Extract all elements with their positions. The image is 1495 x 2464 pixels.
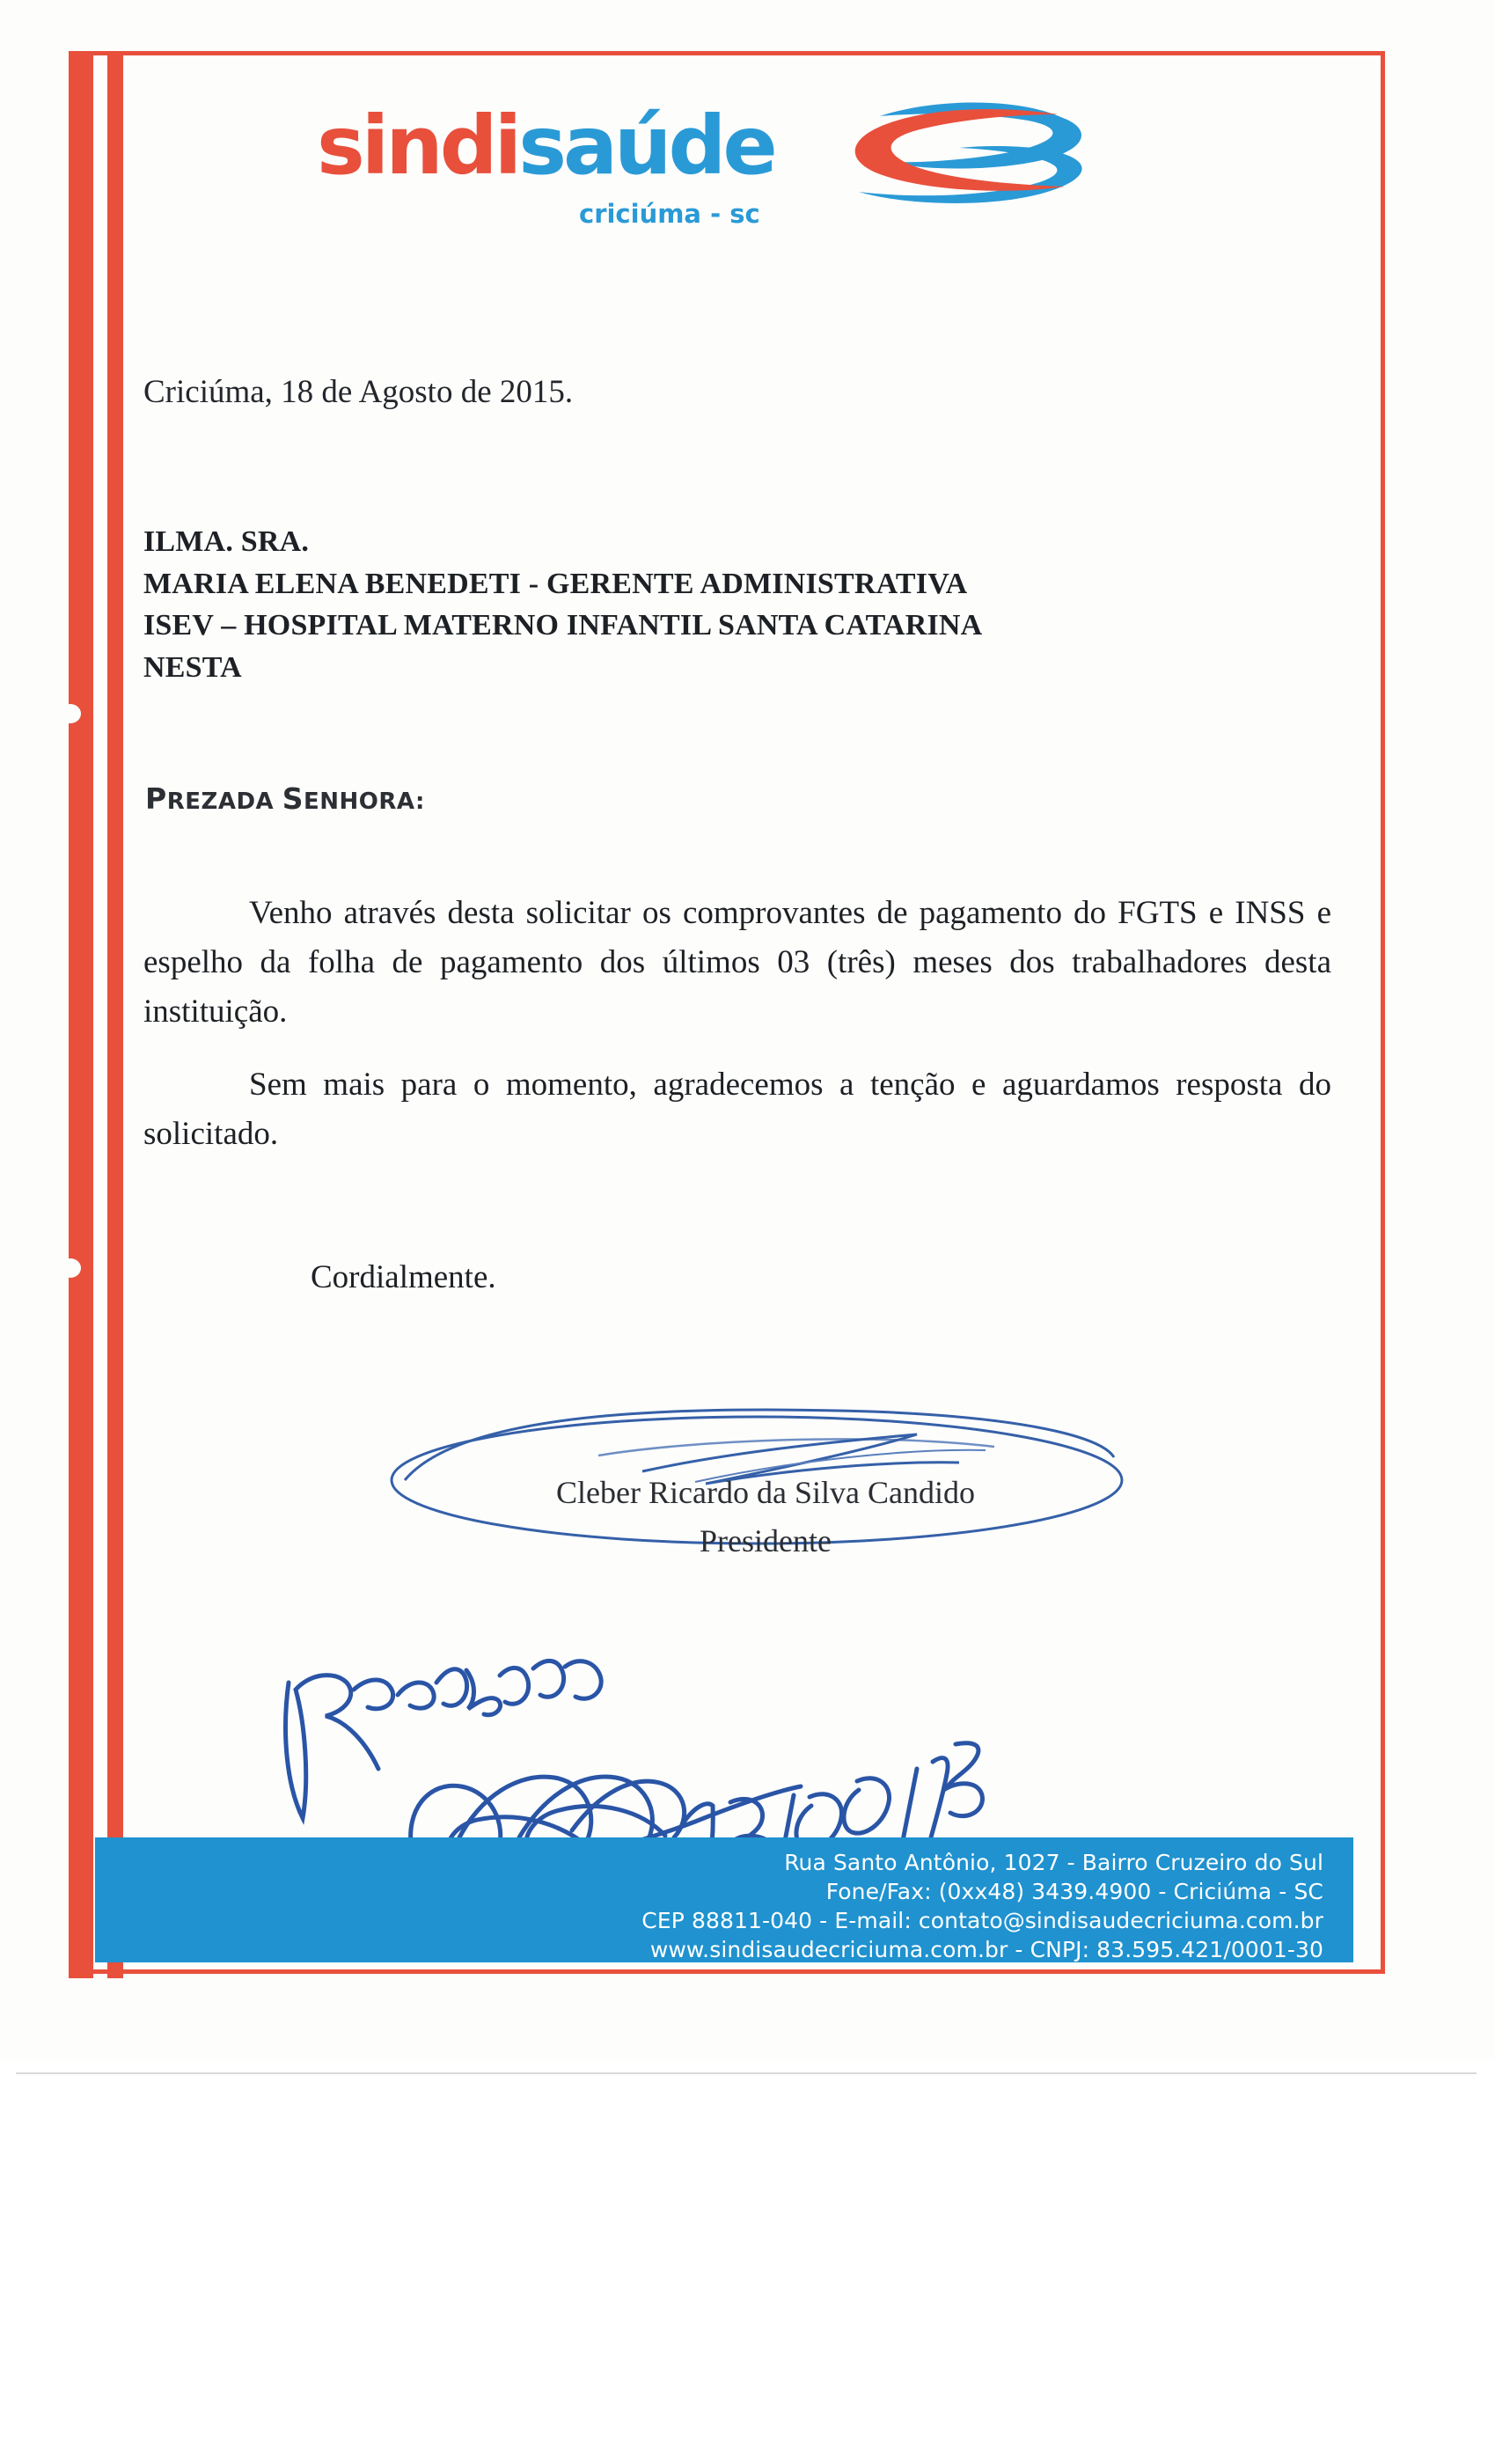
scan-edge-line <box>16 2072 1477 2074</box>
closing-line: Cordialmente. <box>311 1259 496 1295</box>
logo-wordmark <box>317 99 774 193</box>
salutation: PREZADA SENHORA: <box>145 781 425 816</box>
addressee-line-1: ILMA. SRA. <box>143 525 310 558</box>
footer-website-cnpj: www.sindisaudecriciuma.com.br - CNPJ: 83.595.421/0001-30 <box>649 1937 1323 1962</box>
body-paragraph-2-text: Sem mais para o momento, agradecemos a tenção e aguardamos resposta do solicitado. <box>143 1067 1331 1153</box>
addressee-line-4: NESTA <box>143 650 242 684</box>
scan-artifact-nick <box>60 1258 81 1278</box>
footer-cep-email: CEP 88811-040 - E-mail: contato@sindisaudecriciuma.com.br <box>641 1908 1323 1933</box>
addressee-line-3: ISEV – HOSPITAL MATERNO INFANTIL SANTA CATARINA <box>143 609 983 642</box>
footer-contact-lines <box>641 1848 1323 1964</box>
signature-name: Cleber Ricardo da Silva Candido <box>556 1475 975 1510</box>
page-margin-bottom <box>0 2059 1495 2464</box>
letterhead-left-bar-inner <box>107 51 123 1978</box>
logo-word-saude: saúde <box>518 99 774 193</box>
signature-role: Presidente <box>700 1523 832 1558</box>
signature-block <box>378 1399 1135 1575</box>
body-paragraph-2 <box>143 1060 1331 1159</box>
letterhead-left-bar-outer <box>69 51 93 1978</box>
addressee-line-2: MARIA ELENA BENEDETI - GERENTE ADMINISTRATIVA <box>143 567 968 600</box>
date-line: Criciúma, 18 de Agosto de 2015. <box>143 374 574 410</box>
footer-address: Rua Santo Antônio, 1027 - Bairro Cruzeiro do Sul <box>784 1850 1323 1875</box>
scan-artifact-nick <box>60 704 81 723</box>
addressee-block <box>143 521 982 688</box>
logo-subtitle: criciúma - sc <box>579 199 760 229</box>
body-paragraph-1 <box>143 889 1331 1038</box>
organization-logo <box>299 97 1144 238</box>
footer-contact-bar <box>95 1837 1353 1962</box>
sindisaude-swoosh-icon <box>827 86 1091 218</box>
body-paragraph-1-text: Venho através desta solicitar os comprovantes de pagamento do FGTS e INSS e espelho da folha de pagamento dos últimos 03 (três) meses dos trabalhadores desta instituição. <box>143 895 1331 1030</box>
footer-phone: Fone/Fax: (0xx48) 3439.4900 - Criciúma - SC <box>825 1879 1323 1904</box>
logo-word-sindi: sindi <box>317 99 519 193</box>
